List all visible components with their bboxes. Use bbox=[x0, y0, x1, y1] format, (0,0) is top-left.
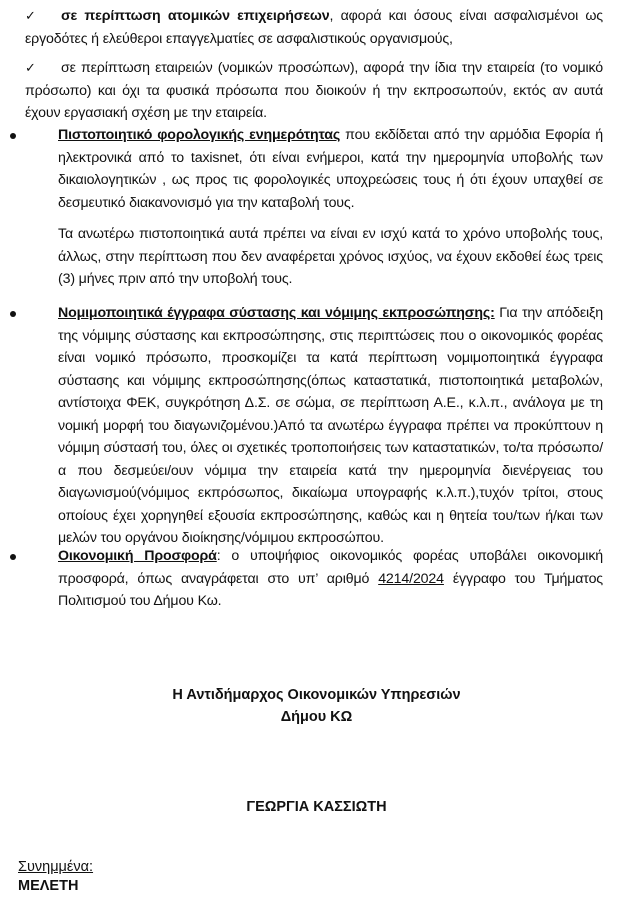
check-item-lead: σε περίπτωση ατομικών επιχειρήσεων bbox=[61, 8, 330, 24]
bullet-text-after: έγγραφο του Τμήματος Πολιτισμού του Δήμου Κω. bbox=[58, 570, 603, 609]
check-icon: ✓ bbox=[25, 8, 36, 23]
check-item-companies bbox=[25, 57, 603, 125]
bullet-lead: Οικονομική Προσφορά bbox=[58, 548, 217, 564]
bullet-icon bbox=[10, 133, 16, 139]
bullet-legal-documents bbox=[58, 302, 603, 550]
bullet-lead: Πιστοποιητικό φορολογικής ενημερότητας bbox=[58, 127, 341, 143]
bullet-icon bbox=[10, 554, 16, 560]
check-icon: ✓ bbox=[25, 60, 36, 75]
signature-name: ΓΕΩΡΓΙΑ ΚΑΣΣΙΩΤΗ bbox=[246, 799, 387, 815]
bullet-text-before: : ο υποψήφιος οικονομικός φορέας υποβάλει οικονομική προσφορά, όπως αναγράφεται στο υπ’ αριθμό bbox=[58, 548, 603, 587]
bullet-text: Για την απόδειξη της νόμιμης σύστασης και εκπροσώπησης, στις περιπτώσεις που ο οικονομικός φορέας είναι νομικό πρόσωπο, προσκομίζει τα κατά περίπτωση νομιμοποιητικά έγγραφα σύστασης και νόμιμης εκπροσώπησης(όπως καταστατικά, πιστοποιητικά μεταβολών, αντίστοιχα ΦΕΚ, συγκρότηση Δ.Σ. σε σώμα, σε περίπτωση Α.Ε., κ.λ.π., ανάλογα με τη νομική μορφή του διαγωνιζομένου.)Από τα ανωτέρω έγγραφα πρέπει να προκύπτουν η νόμιμη σύστασή του, όλες οι σχετικές τροποποιήσεις των καταστατικών, το/τα πρόσωπο/α που δεσμεύει/ουν νόμιμα την εταιρεία κατά την ημερομηνία διενέργειας του διαγωνισμού(νόμιμος εκπρόσωπος, δικαίωμα υπογραφής κ.λ.π.),τυχόν τρίτοι, στους οποίους έχει χορηγηθεί εξουσία εκπροσώπησης, καθώς και η θητεία του/των ή/και των μελών του οργάνου διοίκησης/νόμιμου εκπροσώπου. bbox=[58, 305, 603, 546]
attachments-label: Συνημμένα: bbox=[18, 859, 94, 875]
bullet-lead: Νομιμοποιητικά έγγραφα σύστασης και νόμιμης εκπροσώπησης: bbox=[58, 305, 495, 321]
check-item-sole-proprietors bbox=[25, 5, 603, 50]
bullet-icon bbox=[10, 311, 16, 317]
bullet-financial-offer bbox=[58, 545, 603, 613]
check-item-text: σε περίπτωση εταιρειών (νομικών προσώπων), αφορά την ίδια την εταιρεία (το νομικό πρόσωπο) και όχι τα φυσικά πρόσωπα που διοικούν ή την εκπροσωπούν, εκτός αν αυτά έχουν εργασιακή σχέση με την εταιρεία. bbox=[25, 60, 603, 121]
attachment-item: ΜΕΛΕΤΗ bbox=[18, 878, 79, 894]
validity-note: Τα ανωτέρω πιστοποιητικά αυτά πρέπει να είναι εν ισχύ κατά το χρόνο υποβολής τους, άλλως, στην περίπτωση που δεν αναφέρεται χρόνος ισχύος, να έχουν εκδοθεί έως τρεις (3) μήνες πριν από την υποβολή τους. bbox=[58, 226, 603, 287]
bullet-text: που εκδίδεται από την αρμόδια Εφορία ή ηλεκτρονικά από το taxisnet, ότι είναι ενήμεροι, κατά την ημερομηνία υποβολής των δικαιολογητικών , ως προς τις φορολογικές υποχρεώσεις τους ή ότι έχουν υπαχθεί σε δεσμευτικό διακανονισμό για την καταβολή τους. bbox=[58, 127, 603, 211]
document-number: 4214/2024 bbox=[378, 570, 444, 587]
attachments bbox=[18, 858, 93, 896]
signature-title bbox=[0, 684, 633, 728]
signature-title-line1: Η Αντιδήμαρχος Οικονομικών Υπηρεσιών bbox=[172, 687, 461, 703]
check-item-text: , αφορά και όσους είναι ασφαλισμένοι ως εργοδότες ή ελεύθεροι επαγγελματίες σε ασφαλιστικούς οργανισμούς, bbox=[25, 8, 603, 47]
bullet-tax-certificate bbox=[58, 124, 603, 214]
signature-title-line2: Δήμου ΚΩ bbox=[280, 709, 353, 725]
